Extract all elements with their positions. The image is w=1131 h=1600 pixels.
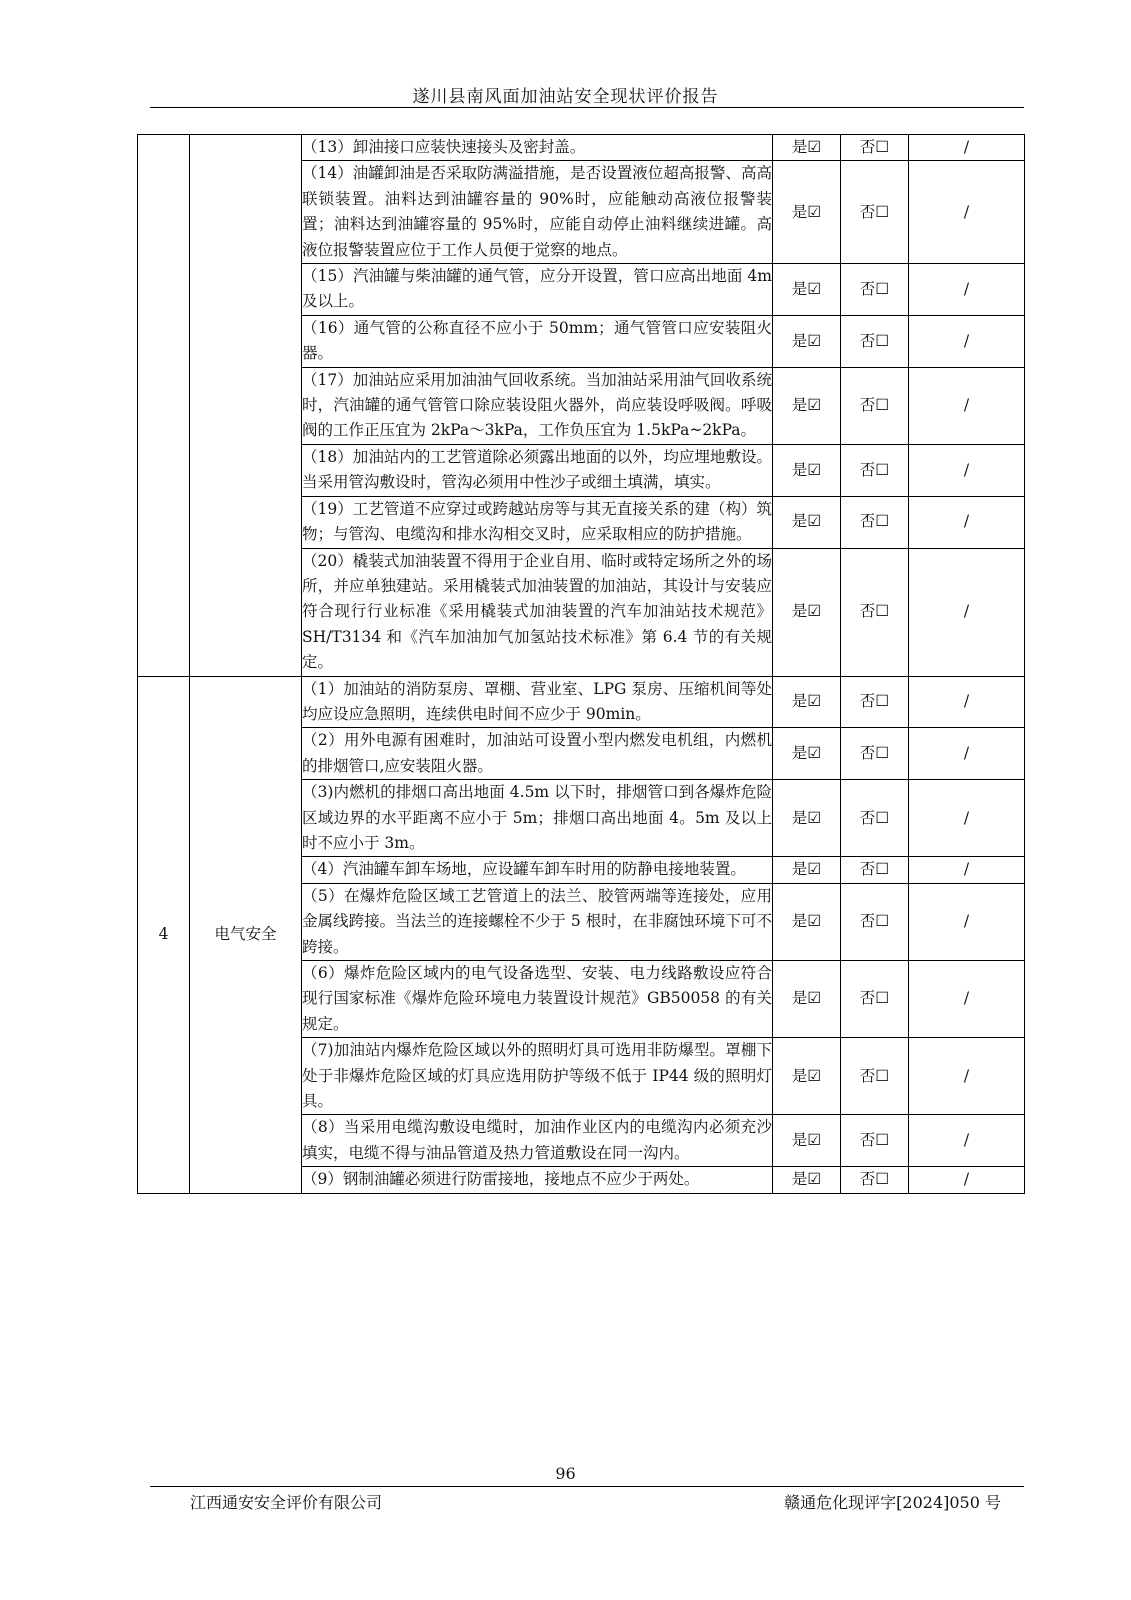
yes-checkbox-cell: 是☑ (773, 548, 841, 676)
requirement-text-cell: （4）汽油罐车卸车场地，应设罐车卸车时用的防静电接地装置。 (302, 857, 773, 883)
yes-checkbox-cell: 是☑ (773, 264, 841, 316)
requirement-text-cell: （2）用外电源有困难时，加油站可设置小型内燃发电机组，内燃机的排烟管口,应安装阻火器。 (302, 728, 773, 780)
requirement-text-cell: （3)内燃机的排烟口高出地面 4.5m 以下时，排烟管口到各爆炸危险区域边界的水平距离不应小于 5m；排烟口高出地面 4。5m 及以上时不应小于 3m。 (302, 780, 773, 857)
remark-cell: / (909, 367, 1025, 444)
no-checkbox-cell: 否☐ (841, 367, 909, 444)
requirement-text-cell: （18）加油站内的工艺管道除必须露出地面的以外，均应埋地敷设。当采用管沟敷设时，管沟必须用中性沙子或细土填满，填实。 (302, 444, 773, 496)
report-header-title: 遂川县南风面加油站安全现状评价报告 (412, 87, 719, 107)
remark-cell: / (909, 315, 1025, 367)
group-seq-cell (138, 135, 190, 677)
yes-checkbox-cell: 是☑ (773, 444, 841, 496)
no-checkbox-cell: 否☐ (841, 961, 909, 1038)
remark-cell: / (909, 444, 1025, 496)
footer-company-name: 江西通安安全评价有限公司 (190, 1493, 383, 1512)
requirement-text-cell: （15）汽油罐与柴油罐的通气管，应分开设置，管口应高出地面 4m 及以上。 (302, 264, 773, 316)
requirement-text-cell: （9）钢制油罐必须进行防雷接地，接地点不应少于两处。 (302, 1167, 773, 1193)
remark-cell: / (909, 1115, 1025, 1167)
yes-checkbox-cell: 是☑ (773, 883, 841, 960)
no-checkbox-cell: 否☐ (841, 676, 909, 728)
no-checkbox-cell: 否☐ (841, 1038, 909, 1115)
requirement-text-cell: （17）加油站应采用加油油气回收系统。当加油站采用油气回收系统时，汽油罐的通气管管口除应装设阻火器外，尚应装设呼吸阀。呼吸阀的工作正压宜为 2kPa～3kPa，工作负压宜为 1.5kPa~2kPa。 (302, 367, 773, 444)
no-checkbox-cell: 否☐ (841, 135, 909, 161)
yes-checkbox-cell: 是☑ (773, 1167, 841, 1193)
yes-checkbox-cell: 是☑ (773, 1115, 841, 1167)
remark-cell: / (909, 548, 1025, 676)
requirement-text-cell: （20）橇装式加油装置不得用于企业自用、临时或特定场所之外的场所，并应单独建站。采用橇装式加油装置的加油站，其设计与安装应符合现行行业标准《采用橇装式加油装置的汽车加油站技术规范》SH/T3134 和《汽车加油加气加氢站技术标准》第 6.4 节的有关规定。 (302, 548, 773, 676)
remark-cell: / (909, 161, 1025, 264)
yes-checkbox-cell: 是☑ (773, 135, 841, 161)
inspection-checklist-table (137, 134, 1025, 1194)
no-checkbox-cell: 否☐ (841, 264, 909, 316)
group-seq-cell: 4 (138, 676, 190, 1193)
group-category-cell: 电气安全 (190, 676, 302, 1193)
yes-checkbox-cell: 是☑ (773, 728, 841, 780)
requirement-text-cell: （6）爆炸危险区域内的电气设备选型、安装、电力线路敷设应符合现行国家标准《爆炸危险环境电力装置设计规范》GB50058 的有关规定。 (302, 961, 773, 1038)
remark-cell: / (909, 857, 1025, 883)
no-checkbox-cell: 否☐ (841, 161, 909, 264)
remark-cell: / (909, 135, 1025, 161)
yes-checkbox-cell: 是☑ (773, 780, 841, 857)
no-checkbox-cell: 否☐ (841, 857, 909, 883)
no-checkbox-cell: 否☐ (841, 444, 909, 496)
yes-checkbox-cell: 是☑ (773, 367, 841, 444)
remark-cell: / (909, 961, 1025, 1038)
no-checkbox-cell: 否☐ (841, 496, 909, 548)
requirement-text-cell: （13）卸油接口应装快速接头及密封盖。 (302, 135, 773, 161)
no-checkbox-cell: 否☐ (841, 548, 909, 676)
no-checkbox-cell: 否☐ (841, 728, 909, 780)
no-checkbox-cell: 否☐ (841, 1167, 909, 1193)
remark-cell: / (909, 780, 1025, 857)
footer-divider (150, 1486, 1024, 1487)
yes-checkbox-cell: 是☑ (773, 676, 841, 728)
remark-cell: / (909, 496, 1025, 548)
page-number: 96 (555, 1464, 576, 1483)
yes-checkbox-cell: 是☑ (773, 496, 841, 548)
remark-cell: / (909, 264, 1025, 316)
no-checkbox-cell: 否☐ (841, 1115, 909, 1167)
remark-cell: / (909, 1167, 1025, 1193)
yes-checkbox-cell: 是☑ (773, 315, 841, 367)
no-checkbox-cell: 否☐ (841, 780, 909, 857)
requirement-text-cell: （16）通气管的公称直径不应小于 50mm；通气管管口应安装阻火器。 (302, 315, 773, 367)
requirement-text-cell: （19）工艺管道不应穿过或跨越站房等与其无直接关系的建（构）筑物；与管沟、电缆沟和排水沟相交叉时，应采取相应的防护措施。 (302, 496, 773, 548)
requirement-text-cell: （14）油罐卸油是否采取防满溢措施，是否设置液位超高报警、高高联锁装置。油料达到油罐容量的 90%时，应能触动高液位报警装置；油料达到油罐容量的 95%时，应能自动停止油料继续进罐。高液位报警装置应位于工作人员便于觉察的地点。 (302, 161, 773, 264)
no-checkbox-cell: 否☐ (841, 315, 909, 367)
no-checkbox-cell: 否☐ (841, 883, 909, 960)
yes-checkbox-cell: 是☑ (773, 857, 841, 883)
requirement-text-cell: （7)加油站内爆炸危险区域以外的照明灯具可选用非防爆型。罩棚下处于非爆炸危险区域的灯具应选用防护等级不低于 IP44 级的照明灯具。 (302, 1038, 773, 1115)
table-row (138, 676, 1025, 728)
remark-cell: / (909, 676, 1025, 728)
remark-cell: / (909, 883, 1025, 960)
remark-cell: / (909, 1038, 1025, 1115)
yes-checkbox-cell: 是☑ (773, 1038, 841, 1115)
requirement-text-cell: （1）加油站的消防泵房、罩棚、营业室、LPG 泵房、压缩机间等处均应设应急照明，连续供电时间不应少于 90min。 (302, 676, 773, 728)
table-row (138, 135, 1025, 161)
footer-document-number: 赣通危化现评字[2024]050 号 (784, 1493, 1001, 1512)
yes-checkbox-cell: 是☑ (773, 161, 841, 264)
requirement-text-cell: （8）当采用电缆沟敷设电缆时，加油作业区内的电缆沟内必须充沙填实，电缆不得与油品管道及热力管道敷设在同一沟内。 (302, 1115, 773, 1167)
yes-checkbox-cell: 是☑ (773, 961, 841, 1038)
group-category-cell (190, 135, 302, 677)
header-divider (150, 107, 1024, 108)
requirement-text-cell: （5）在爆炸危险区域工艺管道上的法兰、胶管两端等连接处，应用金属线跨接。当法兰的连接螺栓不少于 5 根时，在非腐蚀环境下可不跨接。 (302, 883, 773, 960)
remark-cell: / (909, 728, 1025, 780)
